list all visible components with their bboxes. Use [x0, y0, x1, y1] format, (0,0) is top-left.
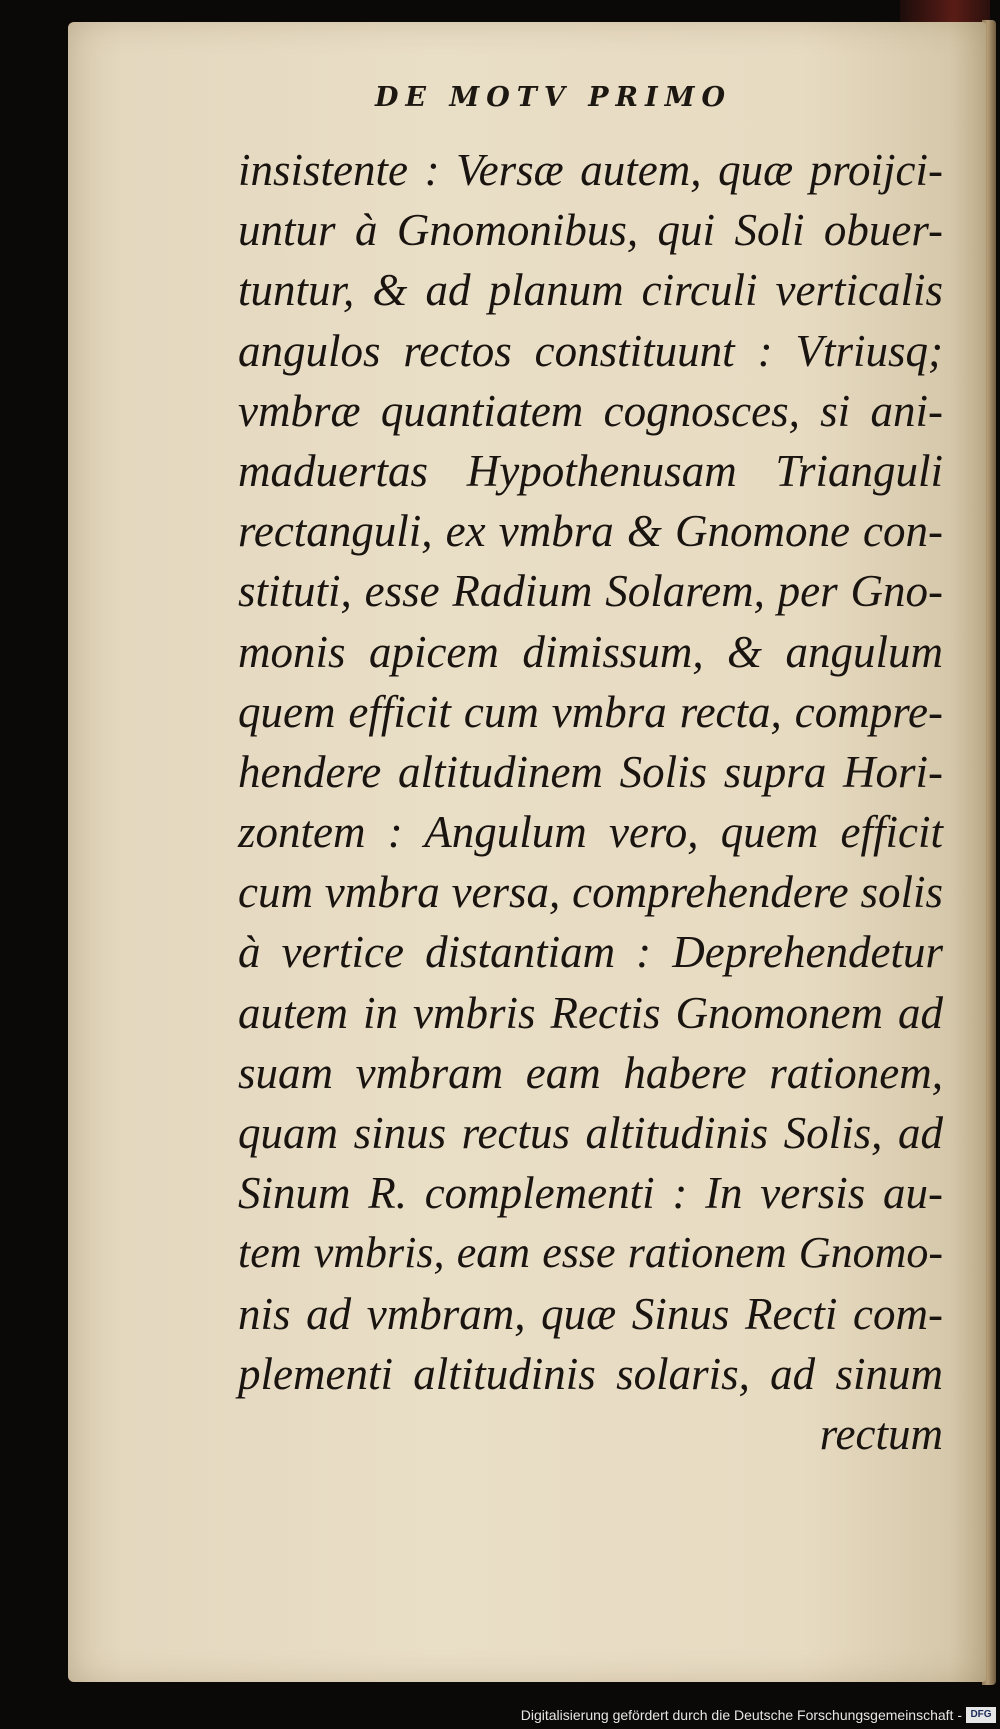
dfg-logo: DFG [966, 1707, 996, 1723]
text-line: maduertas Hypothenusam Trianguli [238, 445, 943, 496]
catchword: rectum [819, 1408, 943, 1459]
text-line: quem efficit cum vmbra recta, compre- [238, 686, 943, 737]
text-line: tuntur, & ad planum circuli verticalis [238, 265, 943, 316]
text-line: tem vmbris, eam esse rationem Gnomo- [238, 1228, 943, 1278]
text-line: nis ad vmbram, quæ Sinus Recti com- [238, 1288, 943, 1339]
text-line: à vertice distantiam : Deprehendetur [238, 927, 943, 978]
text-line: monis apicem dimissum, & angulum [238, 626, 943, 677]
book-cover-edge [900, 0, 990, 22]
text-line: zontem : Angulum vero, quem efficit [238, 807, 943, 858]
text-line: autem in vmbris Rectis Gnomonem ad [238, 987, 943, 1038]
footer-funding-note: Digitalisierung gefördert durch die Deutsche Forschungsgemeinschaft - [520, 1707, 962, 1723]
text-line: quam sinus rectus altitudinis Solis, ad [238, 1108, 943, 1158]
text-line: angulos rectos constituunt : Vtriusq; [238, 325, 943, 376]
text-line: stituti, esse Radium Solarem, per Gno- [238, 566, 943, 617]
running-head: DE MOTV PRIMO [375, 82, 733, 113]
text-line: untur à Gnomonibus, qui Soli obuer- [238, 205, 943, 256]
text-line: Sinum R. complementi : In versis au- [238, 1168, 943, 1219]
text-line: plementi altitudinis solaris, ad sinum [238, 1348, 943, 1399]
text-line: cum vmbra versa, comprehendere solis [238, 867, 943, 918]
text-line: insistente : Versæ autem, quæ proijci- [238, 145, 943, 195]
text-line: hendere altitudinem Solis supra Hori- [238, 746, 943, 797]
text-line: suam vmbram eam habere rationem, [238, 1047, 943, 1098]
text-line: vmbræ quantiatem cognosces, si ani- [238, 385, 943, 436]
body-text [238, 140, 943, 1464]
text-line: rectanguli, ex vmbra & Gnomone con- [238, 506, 943, 557]
